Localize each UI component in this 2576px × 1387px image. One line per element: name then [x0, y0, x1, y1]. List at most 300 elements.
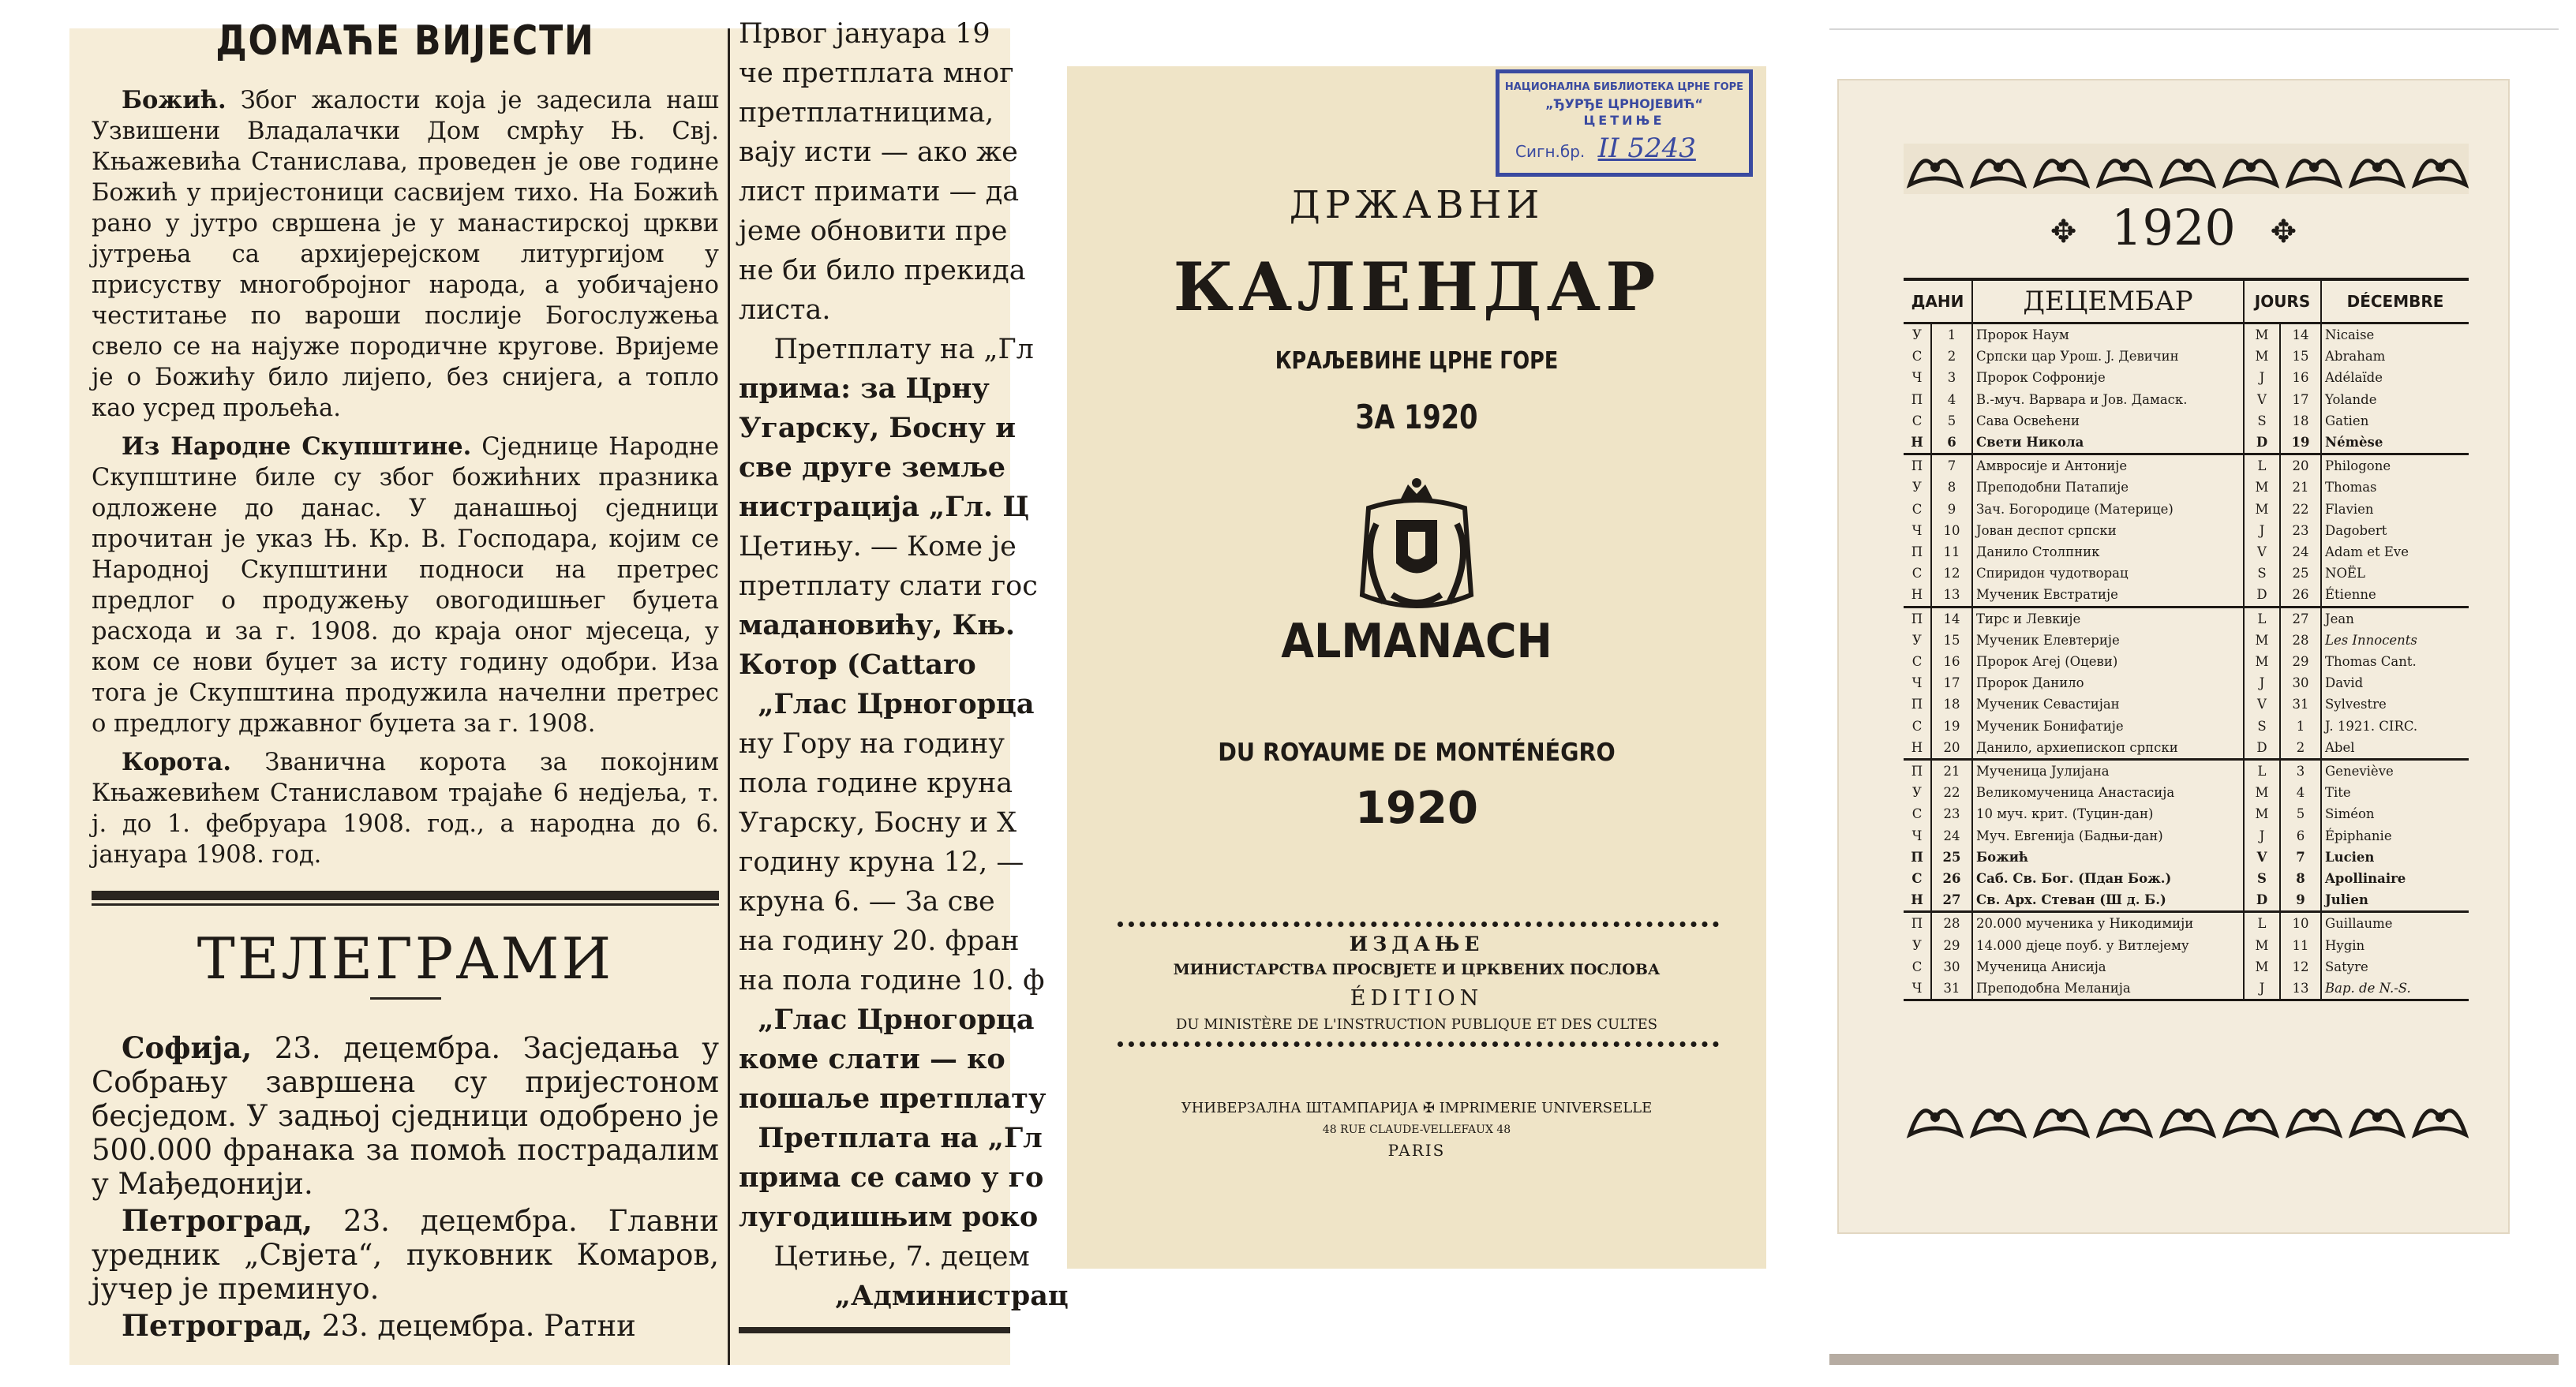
- weekday-fr: M: [2244, 956, 2280, 978]
- weekday-fr: D: [2244, 584, 2280, 607]
- telegram-item: [92, 1031, 719, 1201]
- weekday-cyr: Н: [1904, 737, 1931, 760]
- date-fr: 23: [2280, 520, 2321, 541]
- cover-edition: ÉDITION: [1350, 986, 1484, 1011]
- notice-line: прима: за Црну: [739, 372, 990, 405]
- weekday-fr: S: [2244, 410, 2280, 432]
- saint-fr: Étienne: [2321, 584, 2469, 607]
- day-number: 22: [1931, 782, 1972, 803]
- date-fr: 22: [2280, 499, 2321, 520]
- notice-line: Цетиње, 7. децем: [739, 1241, 1030, 1273]
- telegram-item: [92, 1204, 719, 1306]
- notice-line: „Администрац: [739, 1280, 1069, 1312]
- telegrams-list: [92, 1031, 719, 1343]
- weekday-fr: M: [2244, 323, 2280, 346]
- weekday-cyr: С: [1904, 499, 1931, 520]
- cover-line-royaume: DU ROYAUME DE MONTÉNÉGRO: [1218, 738, 1616, 767]
- weekday-fr: J: [2244, 825, 2280, 847]
- saint-name: Мученик Бонифатије: [1972, 716, 2244, 737]
- day-number: 25: [1931, 847, 1972, 868]
- weekday-fr: S: [2244, 716, 2280, 737]
- calendar-row: [1904, 868, 2469, 889]
- weekday-fr: L: [2244, 760, 2280, 783]
- day-number: 7: [1931, 454, 1972, 477]
- news-item-text: Сједнице Народне Скупштине биле су због божићних празника одложене до данас. У данашњој сједници прочитан је указ Њ. Кр. В. Господара, којим се Народној Скупштини подноси на претрес предлог о продужењу овогодишњег буџета расхода и за г. 1908. до краја оног мјесеца, у ком се нови буџет за исту годину одобри. Иза тога је Скупштина продужила начелни претрес о предлогу државног буџета за г. 1908.: [92, 433, 719, 738]
- notice-line: вају исти — ако же: [739, 136, 1018, 168]
- section-heading-telegrams: ТЕЛЕГРАМИ: [197, 925, 614, 992]
- calendar-row: [1904, 323, 2469, 346]
- cover-izdanje: ИЗДАЊЕ: [1349, 933, 1485, 955]
- weekday-cyr: Ч: [1904, 978, 1931, 1000]
- date-fr: 4: [2280, 782, 2321, 803]
- weekday-cyr: С: [1904, 716, 1931, 737]
- calendar-photo: [1829, 28, 2559, 1365]
- notice-line: ну Гору на годину: [739, 728, 1005, 760]
- weekday-fr: M: [2244, 630, 2280, 651]
- stamp-line: НАЦИОНАЛНА БИБЛИОТЕКА ЦРНЕ ГОРЕ: [1504, 81, 1744, 93]
- royal-coat-of-arms-icon: [1353, 477, 1481, 619]
- notice-line: Угарску, Босну и: [739, 412, 1017, 444]
- day-number: 28: [1931, 912, 1972, 935]
- saint-name: Српски цар Урош. J. Девичин: [1972, 346, 2244, 367]
- day-number: 17: [1931, 672, 1972, 694]
- date-fr: 5: [2280, 803, 2321, 824]
- saint-name: Тирс и Левкије: [1972, 607, 2244, 630]
- notice-line: мадановићу, Књ.: [739, 609, 1016, 641]
- saint-fr: Siméon: [2325, 806, 2375, 822]
- header-dani: ДАНИ: [1904, 279, 1972, 323]
- day-number: 24: [1931, 825, 1972, 847]
- day-number: 21: [1931, 760, 1972, 783]
- saint-fr: Némèse: [2321, 432, 2469, 454]
- day-number: 15: [1931, 630, 1972, 651]
- weekday-fr: M: [2244, 499, 2280, 520]
- saint-fr: Abel: [2321, 737, 2469, 760]
- notice-line: пошаље претплату: [739, 1082, 1046, 1115]
- calendar-row: [1904, 889, 2469, 912]
- day-number: 26: [1931, 868, 1972, 889]
- weekday-fr: V: [2244, 847, 2280, 868]
- saint-name: Св. Арх. Стеван (Ш д. Б.): [1972, 889, 2244, 912]
- calendar-row: [1904, 825, 2469, 847]
- date-fr: 27: [2280, 607, 2321, 630]
- weekday-fr: L: [2244, 607, 2280, 630]
- day-number: 30: [1931, 956, 1972, 978]
- saint-name: Пророк Данило: [1972, 672, 2244, 694]
- cover-printer: УНИВЕРЗАЛНА ШТАМПАРИЈА ✠ IMPRIMERIE UNIVERSELLE: [1181, 1100, 1653, 1116]
- weekday-cyr: С: [1904, 410, 1931, 432]
- notice-line: претплатницима,: [739, 97, 1003, 129]
- weekday-cyr: Ч: [1904, 672, 1931, 694]
- stamp-sign-label: Сигн.бр.: [1515, 142, 1586, 161]
- date-fr: 31: [2280, 694, 2321, 715]
- day-number: 18: [1931, 694, 1972, 715]
- saint-fr: Thomas Cant.: [2325, 654, 2417, 670]
- weekday-fr: J: [2244, 520, 2280, 541]
- saint-name: 14.000 дјеце поуб. у Витлејему: [1972, 935, 2244, 956]
- notice-line: пола године круна: [739, 768, 1013, 799]
- day-number: 8: [1931, 477, 1972, 498]
- divider: [370, 997, 441, 1000]
- notice-line: Претплата на „Гл: [739, 1122, 1043, 1154]
- saint-name: Мученик Елевтерије: [1972, 630, 2244, 651]
- day-number: 10: [1931, 520, 1972, 541]
- telegram-place: Петроград,: [122, 1203, 313, 1238]
- weekday-fr: L: [2244, 912, 2280, 935]
- calendar-row: [1904, 607, 2469, 630]
- subscription-notice: [739, 14, 1069, 1316]
- day-number: 12: [1931, 563, 1972, 584]
- saint-fr: Dagobert: [2325, 522, 2387, 538]
- calendar-row: [1904, 651, 2469, 672]
- notice-line: на пола године 10. ф: [739, 965, 1045, 996]
- notice-line: листа.: [739, 294, 831, 326]
- saint-fr: Épiphanie: [2325, 828, 2392, 843]
- cover-line-year-cyr: ЗА 1920: [1355, 398, 1478, 436]
- saint-name: Преподобни Патапије: [1972, 477, 2244, 498]
- saint-name: 20.000 мученика у Никодимији: [1972, 912, 2244, 935]
- day-number: 11: [1931, 541, 1972, 563]
- date-fr: 2: [2280, 737, 2321, 760]
- telegram-text: 23. децембра. Ратни: [321, 1309, 636, 1343]
- notice-line: лист примати — да: [739, 176, 1020, 207]
- weekday-fr: L: [2244, 454, 2280, 477]
- saint-fr: Guillaume: [2325, 916, 2393, 932]
- saint-fr: NOËL: [2325, 566, 2365, 581]
- weekday-cyr: Ч: [1904, 367, 1931, 388]
- calendar-row: [1904, 956, 2469, 978]
- weekday-cyr: Н: [1904, 432, 1931, 454]
- saint-fr: Gatien: [2325, 413, 2369, 428]
- cover-title-kalendar: КАЛЕНДАР: [1173, 248, 1661, 326]
- saint-fr: Yolande: [2325, 391, 2377, 407]
- calendar-row: [1904, 694, 2469, 715]
- notice-line: све друге земље: [739, 451, 1006, 484]
- calendar-row: [1904, 389, 2469, 410]
- date-fr: 1: [2280, 716, 2321, 737]
- day-number: 16: [1931, 651, 1972, 672]
- saint-name: Јован деспот српски: [1972, 520, 2244, 541]
- saint-name: Данило Столпник: [1972, 541, 2244, 563]
- calendar-row: [1904, 782, 2469, 803]
- day-number: 13: [1931, 584, 1972, 607]
- divider: [1829, 28, 2559, 30]
- weekday-cyr: П: [1904, 760, 1931, 783]
- day-number: 5: [1931, 410, 1972, 432]
- header-jours: JOURS: [2244, 279, 2321, 323]
- saint-fr: David: [2325, 675, 2364, 691]
- notice-line: претплату слати гос: [739, 570, 1038, 602]
- date-fr: 14: [2280, 323, 2321, 346]
- dotted-rule: [1118, 1041, 1719, 1047]
- cover-title-almanach: ALMANACH: [1281, 614, 1552, 669]
- domestic-news-items: [92, 85, 719, 870]
- saint-fr: Adélaïde: [2325, 370, 2383, 386]
- saint-fr: Nicaise: [2325, 327, 2375, 342]
- column-rule: [728, 28, 730, 1365]
- calendar-row: [1904, 541, 2469, 563]
- saint-fr: Flavien: [2325, 501, 2374, 517]
- notice-line: Цетињу. — Коме је: [739, 531, 1017, 563]
- notice-line: „Глас Црногорца: [739, 688, 1035, 720]
- date-fr: 9: [2280, 889, 2321, 912]
- date-fr: 8: [2280, 868, 2321, 889]
- saint-fr: Apollinaire: [2325, 871, 2406, 887]
- calendar-row: [1904, 410, 2469, 432]
- telegram-place: Петроград,: [122, 1308, 313, 1343]
- saint-name: Мученик Евстратије: [1972, 584, 2244, 607]
- notice-line: прима се само у го: [739, 1161, 1044, 1194]
- date-fr: 30: [2280, 672, 2321, 694]
- weekday-cyr: П: [1904, 694, 1931, 715]
- cover-year-latin: 1920: [1355, 783, 1478, 834]
- divider: [739, 1327, 1010, 1333]
- weekday-cyr: П: [1904, 912, 1931, 935]
- notice-line: годину круна 12, —: [739, 847, 1024, 878]
- saint-fr: Les Innocents: [2325, 632, 2417, 648]
- saint-name: Зач. Богородице (Материце): [1972, 499, 2244, 520]
- ornament-icon: ✥: [2050, 213, 2077, 250]
- weekday-fr: J: [2244, 672, 2280, 694]
- weekday-cyr: П: [1904, 847, 1931, 868]
- newspaper-clipping: [28, 17, 1069, 1365]
- calendar-row: [1904, 912, 2469, 935]
- cover-address: 48 RUE CLAUDE-VELLEFAUX 48: [1322, 1123, 1511, 1136]
- weekday-fr: J: [2244, 367, 2280, 388]
- weekday-fr: J: [2244, 978, 2280, 1000]
- notice-line: Угарску, Босну и Х: [739, 807, 1017, 839]
- weekday-fr: D: [2244, 432, 2280, 454]
- date-fr: 21: [2280, 477, 2321, 498]
- weekday-cyr: У: [1904, 935, 1931, 956]
- day-number: 9: [1931, 499, 1972, 520]
- weekday-fr: M: [2244, 782, 2280, 803]
- calendar-year-text: 1920: [2111, 199, 2236, 256]
- stamp-signature: [1500, 133, 1749, 164]
- calendar-row: [1904, 978, 2469, 1000]
- saint-fr: Hygin: [2325, 937, 2365, 953]
- saint-name: Муч. Евгенија (Бадњи-дан): [1972, 825, 2244, 847]
- photo-edge: [1829, 1354, 2559, 1365]
- news-item-title: Из Народне Скупштине.: [122, 432, 472, 461]
- saint-name: Пророк Наум: [1972, 323, 2244, 346]
- newspaper-column-right: [739, 18, 1069, 1365]
- day-number: 20: [1931, 737, 1972, 760]
- saint-fr: Julien: [2321, 889, 2469, 912]
- weekday-cyr: У: [1904, 782, 1931, 803]
- saint-fr: J. 1921. CIRC.: [2325, 718, 2418, 734]
- notice-line: Првог јануара 19: [739, 18, 990, 50]
- day-number: 29: [1931, 935, 1972, 956]
- news-item-text: Званична корота за покојним Књажевићем Станиславом трајаће 6 недјеља, т. ј. до 1. фебруара 1908. год., а народна до 6. јануара 1908. год.: [92, 749, 719, 869]
- saint-fr: Sylvestre: [2325, 697, 2387, 712]
- calendar-row: [1904, 737, 2469, 760]
- header-mois: DÉCEMBRE: [2321, 279, 2469, 323]
- calendar-year: [1839, 199, 2508, 256]
- date-fr: 13: [2280, 978, 2321, 1000]
- telegram-text: 23. децембра. Главни уредник „Свјета“, пуковник Комаров, јучер је преминуо.: [92, 1204, 719, 1306]
- saint-name: Пророк Агеј (Оцеви): [1972, 651, 2244, 672]
- saint-name: Спиридон чудотворац: [1972, 563, 2244, 584]
- saint-name: Мученица Јулијана: [1972, 760, 2244, 783]
- weekday-cyr: С: [1904, 868, 1931, 889]
- weekday-cyr: П: [1904, 607, 1931, 630]
- day-number: 19: [1931, 716, 1972, 737]
- header-month: ДЕЦЕМБАР: [1972, 279, 2244, 323]
- weekday-cyr: П: [1904, 541, 1931, 563]
- date-fr: 6: [2280, 825, 2321, 847]
- date-fr: 15: [2280, 346, 2321, 367]
- weekday-fr: S: [2244, 868, 2280, 889]
- calendar-row: [1904, 760, 2469, 783]
- weekday-fr: S: [2244, 563, 2280, 584]
- stamp-line: „ЂУРЂЕ ЦРНОЈЕВИЋ“: [1545, 96, 1703, 111]
- date-fr: 12: [2280, 956, 2321, 978]
- weekday-fr: M: [2244, 477, 2280, 498]
- weekday-fr: M: [2244, 935, 2280, 956]
- day-number: 27: [1931, 889, 1972, 912]
- decorative-border-icon: [1904, 1094, 2469, 1144]
- ornament-icon: ✥: [2270, 213, 2297, 250]
- notice-line: круна 6. — За све: [739, 886, 995, 918]
- day-number: 31: [1931, 978, 1972, 1000]
- day-number: 3: [1931, 367, 1972, 388]
- calendar-page: [1837, 79, 2510, 1234]
- notice-line: на годину 20. фран: [739, 925, 1020, 957]
- cover-line-kingdom: КРАЉЕВИНЕ ЦРНЕ ГОРЕ: [1275, 347, 1559, 375]
- news-item: [92, 432, 719, 739]
- saint-name: 10 муч. крит. (Туцин-дан): [1972, 803, 2244, 824]
- saint-name: Великомученица Анастасија: [1972, 782, 2244, 803]
- calendar-row: [1904, 477, 2469, 498]
- cover-city: PARIS: [1387, 1141, 1446, 1160]
- saint-fr: Thomas: [2325, 480, 2377, 495]
- telegram-item: [92, 1309, 719, 1343]
- calendar-row: [1904, 346, 2469, 367]
- saint-name: Амвросије и Антоније: [1972, 454, 2244, 477]
- notice-line: нистрација „Гл. Ц: [739, 491, 1030, 523]
- news-item-title: Корота.: [122, 748, 232, 776]
- weekday-cyr: С: [1904, 651, 1931, 672]
- day-number: 1: [1931, 323, 1972, 346]
- saint-fr: Satyre: [2325, 959, 2368, 974]
- saint-name: Преподобна Меланија: [1972, 978, 2244, 1000]
- saint-fr: Philogone: [2325, 458, 2391, 474]
- divider: [92, 903, 719, 906]
- weekday-cyr: Н: [1904, 889, 1931, 912]
- notice-line: лугодишњим роко: [739, 1201, 1039, 1233]
- stamp-line: ЦЕТИЊЕ: [1583, 113, 1665, 128]
- date-fr: 25: [2280, 563, 2321, 584]
- weekday-fr: M: [2244, 651, 2280, 672]
- date-fr: 10: [2280, 912, 2321, 935]
- divider: [92, 891, 719, 900]
- library-stamp: [1496, 69, 1753, 177]
- section-heading-domestic-news: ДОМАЋЕ ВИЈЕСТИ: [215, 17, 595, 65]
- notice-line: коме слати — ко: [739, 1043, 1005, 1075]
- cover-line-drzavni: ДРЖАВНИ: [1289, 183, 1544, 227]
- telegram-place: Софија,: [122, 1030, 253, 1065]
- date-fr: 11: [2280, 935, 2321, 956]
- news-item-title: Божић.: [122, 86, 227, 114]
- almanac-cover: [1067, 66, 1766, 1269]
- saint-name: Сава Освећени: [1972, 410, 2244, 432]
- date-fr: 17: [2280, 389, 2321, 410]
- date-fr: 19: [2280, 432, 2321, 454]
- weekday-cyr: С: [1904, 803, 1931, 824]
- date-fr: 20: [2280, 454, 2321, 477]
- calendar-row: [1904, 520, 2469, 541]
- weekday-cyr: С: [1904, 346, 1931, 367]
- weekday-fr: M: [2244, 803, 2280, 824]
- saint-fr: Jean: [2325, 611, 2354, 626]
- saint-fr: Lucien: [2325, 849, 2375, 865]
- weekday-cyr: П: [1904, 389, 1931, 410]
- calendar-row: [1904, 584, 2469, 607]
- date-fr: 24: [2280, 541, 2321, 563]
- weekday-cyr: Ч: [1904, 520, 1931, 541]
- date-fr: 26: [2280, 584, 2321, 607]
- saint-name: Данило, архиепископ српски: [1972, 737, 2244, 760]
- saint-name: Саб. Св. Бог. (Пдан Бож.): [1972, 868, 2244, 889]
- weekday-cyr: С: [1904, 563, 1931, 584]
- page-margin: [28, 28, 69, 1365]
- newspaper-column-left: [92, 17, 720, 1365]
- decorative-border-icon: [1904, 144, 2469, 194]
- notice-line: не би било прекида: [739, 255, 1026, 286]
- saint-name: Мученица Анисија: [1972, 956, 2244, 978]
- saint-name: Мученик Севастијан: [1972, 694, 2244, 715]
- news-item-text: Због жалости која је задесила наш Узвишени Владалачки Дом смрћу Њ. Свј. Књажевића Станислава, проведен је ове године Божић у пријестоници сасвијем тихо. На Божић рано у јутро свршена је у манастирској цркви јутрења са архијерејском литургијом у присуству многобројног народа, а уобичајено честитање по вароши послије Богослужења свело се на најуже породичне кругове. Вријеме је о Божићу било лијепо, без снијега, а топло као усред прољећа.: [92, 87, 719, 422]
- weekday-fr: V: [2244, 541, 2280, 563]
- calendar-row: [1904, 454, 2469, 477]
- weekday-cyr: У: [1904, 630, 1931, 651]
- calendar-row: [1904, 847, 2469, 868]
- weekday-cyr: П: [1904, 454, 1931, 477]
- calendar-row: [1904, 563, 2469, 584]
- date-fr: 18: [2280, 410, 2321, 432]
- date-fr: 28: [2280, 630, 2321, 651]
- saint-fr: Bap. de N.-S.: [2325, 981, 2411, 996]
- day-number: 23: [1931, 803, 1972, 824]
- calendar-row: [1904, 367, 2469, 388]
- weekday-cyr: У: [1904, 323, 1931, 346]
- cover-ministere: DU MINISTÈRE DE L'INSTRUCTION PUBLIQUE ET DES CULTES: [1175, 1016, 1658, 1033]
- news-item: [92, 85, 719, 424]
- calendar-row: [1904, 803, 2469, 824]
- weekday-fr: D: [2244, 737, 2280, 760]
- notice-line: „Глас Црногорца: [739, 1004, 1035, 1036]
- stamp-sign-number: II 5243: [1597, 133, 1696, 164]
- weekday-fr: V: [2244, 694, 2280, 715]
- december-calendar-table: [1904, 278, 2469, 1001]
- calendar-row: [1904, 432, 2469, 454]
- notice-line: че претплата мног: [739, 58, 1014, 89]
- notice-line: Претплату на „Гл: [739, 334, 1034, 365]
- weekday-cyr: Ч: [1904, 825, 1931, 847]
- date-fr: 29: [2280, 651, 2321, 672]
- news-item: [92, 747, 719, 870]
- telegram-text: 23. децембра. Засједања у Собрању завршена су пријестоном бесједом. У задњој сједници одобрено је 500.000 франака за помоћ пострадалим у Мађедонији.: [92, 1031, 720, 1201]
- calendar-row: [1904, 716, 2469, 737]
- calendar-row: [1904, 935, 2469, 956]
- weekday-fr: D: [2244, 889, 2280, 912]
- saint-name: Божић: [1972, 847, 2244, 868]
- weekday-cyr: С: [1904, 956, 1931, 978]
- day-number: 4: [1931, 389, 1972, 410]
- weekday-cyr: Н: [1904, 584, 1931, 607]
- notice-line: Котор (Cattaro: [739, 649, 976, 681]
